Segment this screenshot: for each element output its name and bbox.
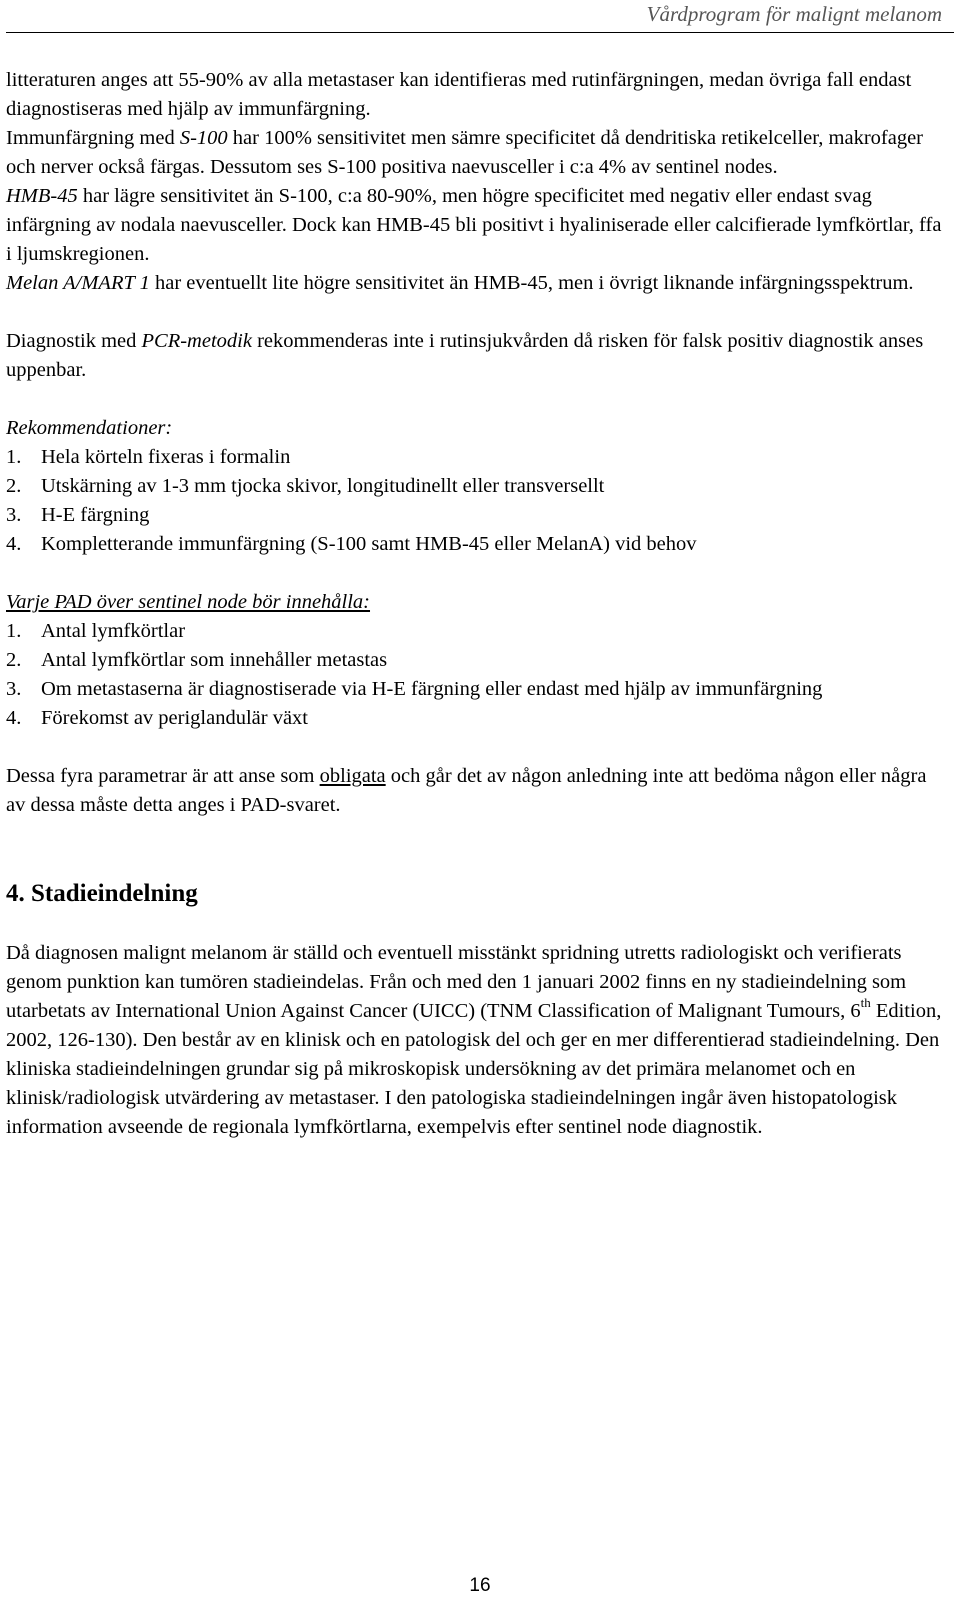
list-item [6, 675, 946, 704]
list-number: 3. [6, 504, 22, 526]
list-item [6, 501, 946, 530]
list-text: H-E färgning [41, 504, 150, 526]
page-content [6, 66, 946, 1142]
list-item [6, 472, 946, 501]
list-number: 4. [6, 533, 22, 555]
list-number: 3. [6, 678, 22, 700]
list-number: 1. [6, 620, 22, 642]
mandatory-text: och går det av någon anledning inte att bedöma någon eller några av dessa måste detta anges i PAD-svaret. [6, 765, 927, 816]
pcr-text: rekommenderas inte i rutinsjukvården då risken för falsk positiv diagnostik anses uppenbar. [6, 330, 924, 381]
list-number: 1. [6, 446, 22, 468]
list-item [6, 443, 946, 472]
superscript: th [860, 995, 871, 1011]
section-heading: 4. Stadieindelning [6, 880, 198, 907]
pad-list [6, 617, 946, 733]
intro-text: litteraturen anges att 55-90% av alla metastaser kan identifieras med rutinfärgningen, medan övriga fall endast diagnostiseras med hjälp av immunfärgning. [6, 69, 912, 120]
list-text: Utskärning av 1-3 mm tjocka skivor, longitudinellt eller transversellt [41, 475, 605, 497]
melan-a-term: Melan A/MART 1 [6, 272, 150, 294]
pcr-paragraph [6, 327, 946, 385]
obligata-term: obligata [319, 765, 386, 787]
staging-paragraph [6, 939, 946, 1142]
pcr-text-lead: Diagnostik med [6, 330, 142, 352]
s100-text: har 100% sensitivitet men sämre specificitet då dendritiska retikelceller, makrofager och nerver också färgas. Dessutom ses S-100 positiva naevusceller i c:a 4% av sentinel nodes. [6, 127, 924, 178]
list-text: Antal lymfkörtlar [41, 620, 186, 642]
list-text: Antal lymfkörtlar som innehåller metastas [41, 649, 388, 671]
list-item [6, 704, 946, 733]
s100-text-lead: Immunfärgning med [6, 127, 180, 149]
page-header [0, 0, 960, 38]
hmb45-text: har lägre sensitivitet än S-100, c:a 80-90%, men högre specificitet med negativ eller endast svag infärgning av nodala naevusceller. Dock kan HMB-45 bli positivt i hyaliniserade eller calcifierade lymfkörtlar, ffa i ljumskregionen. [6, 185, 942, 265]
recommendations-heading: Rekommendationer: [6, 417, 173, 439]
header-divider [6, 32, 954, 33]
staging-text-lead: Då diagnosen malignt melanom är ställd och eventuell misstänkt spridning utretts radiologiskt och verifierats genom punktion kan tumören stadieindelas. Från och med den 1 januari 2002 finns en ny stadieindelning som utarbetats av International Union Against Cancer (UICC) (TNM Classification of Malignant Tumours, 6 [6, 942, 907, 1022]
s100-term: S-100 [179, 127, 228, 149]
mandatory-text-lead: Dessa fyra parametrar är att anse som [6, 765, 320, 787]
list-item [6, 530, 946, 559]
list-text: Om metastaserna är diagnostiserade via H-E färgning eller endast med hjälp av immunfärgning [41, 678, 823, 700]
recommendations-list [6, 443, 946, 559]
pad-heading: Varje PAD över sentinel node bör innehålla: [6, 591, 371, 613]
document-title: Vårdprogram för malignt melanom [646, 2, 942, 26]
melan-a-text: har eventuellt lite högre sensitivitet än HMB-45, men i övrigt liknande infärgningsspektrum. [149, 272, 914, 294]
list-number: 4. [6, 707, 22, 729]
list-item [6, 617, 946, 646]
list-text: Kompletterande immunfärgning (S-100 samt HMB-45 eller MelanA) vid behov [41, 533, 697, 555]
list-text: Hela körteln fixeras i formalin [41, 446, 291, 468]
list-text: Förekomst av periglandulär växt [41, 707, 309, 729]
list-item [6, 646, 946, 675]
list-number: 2. [6, 475, 22, 497]
staging-text: Edition, 2002, 126-130). Den består av en klinisk och en patologisk del och ger en mer differentierad stadieindelning. Den kliniska stadieindelningen grundar sig på mikroskopisk undersökning av det primära melanomet och en klinisk/radiologisk utvärdering av metastaser. I den patologiska stadieindelningen ingår även histopatologisk information avseende de regionala lymfkörtlarna, exempelvis efter sentinel node diagnostik. [6, 1000, 942, 1138]
pcr-term: PCR-metodik [141, 330, 252, 352]
immunostaining-paragraph [6, 66, 946, 298]
hmb45-term: HMB-45 [6, 185, 78, 207]
mandatory-paragraph [6, 762, 946, 820]
page-number: 16 [469, 1575, 491, 1596]
list-number: 2. [6, 649, 22, 671]
